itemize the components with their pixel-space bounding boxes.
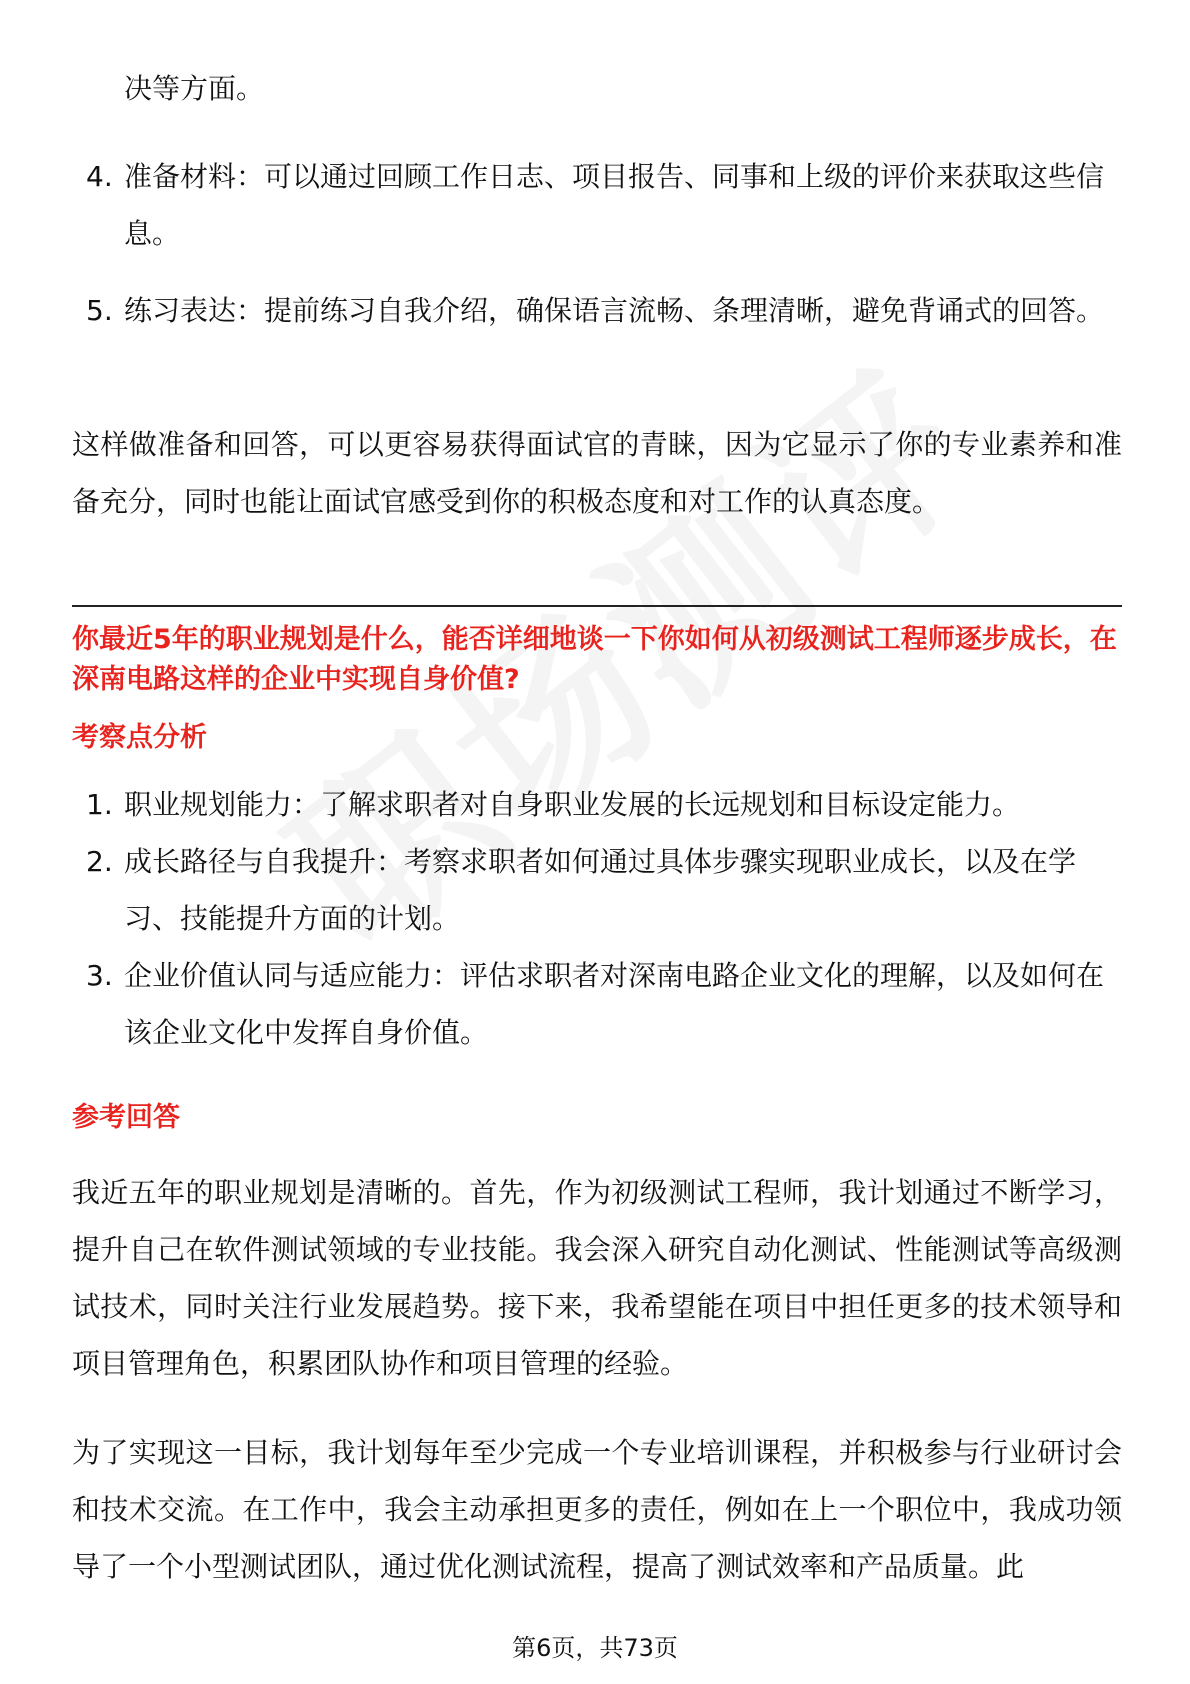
list-number: 2. — [86, 845, 113, 878]
answer-heading: 参考回答 — [72, 1102, 180, 1133]
answer-paragraph: 为了实现这一目标，我计划每年至少完成一个专业培训课程，并积极参与行业研讨会和技术交流。在工作中，我会主动承担更多的责任，例如在上一个职位中，我成功领导了一个小型测试团队，通过优化测试流程，提高了测试效率和产品质量。此 — [72, 1436, 1122, 1583]
list-item-text: 成长路径与自我提升：考察求职者如何通过具体步骤实现职业成长，以及在学习、技能提升方面的计划。 — [124, 845, 1077, 935]
list-item-fragment — [72, 60, 1122, 117]
page-number: 第6页，共73页 — [512, 1634, 678, 1662]
prep-list — [72, 148, 1122, 262]
list-item — [72, 776, 1122, 833]
list-number: 5. — [86, 294, 113, 327]
answer-paragraph: 我近五年的职业规划是清晰的。首先，作为初级测试工程师，我计划通过不断学习，提升自己在软件测试领域的专业技能。我会深入研究自动化测试、性能测试等高级测试技术，同时关注行业发展趋势。接下来，我希望能在项目中担任更多的技术领导和项目管理角色，积累团队协作和项目管理的经验。 — [72, 1176, 1122, 1380]
list-number: 1. — [86, 788, 113, 821]
list-item — [72, 282, 1122, 339]
question-heading: 你最近5年的职业规划是什么，能否详细地谈一下你如何从初级测试工程师逐步成长，在深南电路这样的企业中实现自身价值? — [72, 624, 1117, 695]
list-number: 3. — [86, 959, 113, 992]
summary-paragraph: 这样做准备和回答，可以更容易获得面试官的青睐，因为它显示了你的专业素养和准备充分，同时也能让面试官感受到你的积极态度和对工作的认真态度。 — [72, 428, 1122, 518]
list-item-text: 职业规划能力：了解求职者对自身职业发展的长远规划和目标设定能力。 — [124, 788, 1021, 821]
prep-list — [72, 282, 1122, 339]
list-item-text: 练习表达：提前练习自我介绍，确保语言流畅、条理清晰，避免背诵式的回答。 — [124, 294, 1105, 327]
list-item — [72, 833, 1122, 947]
list-item — [72, 947, 1122, 1061]
analysis-list — [72, 776, 1122, 1061]
section-divider — [72, 605, 1122, 607]
list-item-text: 企业价值认同与适应能力：评估求职者对深南电路企业文化的理解，以及如何在该企业文化中发挥自身价值。 — [124, 959, 1105, 1049]
list-item — [72, 148, 1122, 262]
analysis-heading: 考察点分析 — [72, 722, 207, 753]
list-number: 4. — [86, 160, 113, 193]
list-item-text: 准备材料：可以通过回顾工作日志、项目报告、同事和上级的评价来获取这些信息。 — [124, 160, 1105, 250]
prep-list-continued — [72, 60, 1122, 117]
list-item-text: 决等方面。 — [124, 72, 265, 105]
